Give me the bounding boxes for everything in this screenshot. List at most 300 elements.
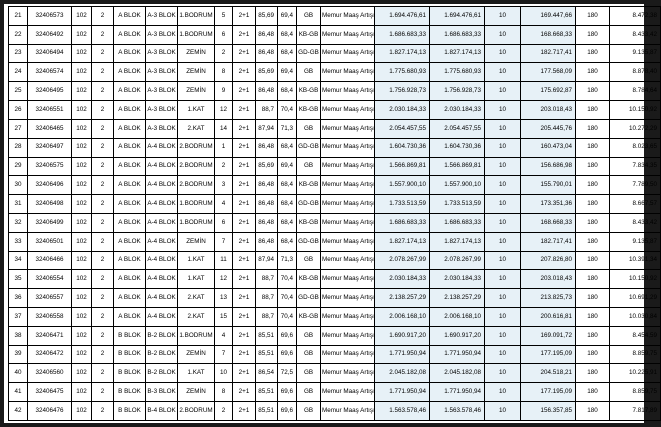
cell-down-payment-rate: 10	[485, 289, 521, 308]
cell-type-code: 2	[92, 176, 114, 195]
cell-price-type: Memur Maaş Artışı	[321, 119, 375, 138]
cell-ada-parsel: 32406573	[28, 7, 72, 26]
cell-floor: ZEMİN	[178, 345, 215, 364]
cell-installment-count: 180	[576, 213, 610, 232]
cell-main-block: A BLOK	[114, 44, 146, 63]
cell-type-code: 2	[92, 25, 114, 44]
cell-sale-price: 1.733.513,59	[430, 195, 485, 214]
cell-down-payment: 204.518,21	[521, 364, 576, 383]
cell-installment-count: 180	[576, 176, 610, 195]
cell-installment-amount: 8.859,75	[610, 345, 661, 364]
table-row	[9, 289, 661, 308]
cell-down-payment-rate: 10	[485, 82, 521, 101]
cell-down-payment: 156.357,85	[521, 402, 576, 421]
cell-room-type: 2+1	[233, 7, 256, 26]
cell-sub-block: B-2 BLOK	[146, 345, 178, 364]
cell-ada-parsel: 32406498	[28, 195, 72, 214]
cell-installment-amount: 8.667,57	[610, 195, 661, 214]
cell-installment-count: 180	[576, 402, 610, 421]
cell-total-price: 2.045.182,08	[375, 364, 430, 383]
cell-ada-parsel: 32406574	[28, 63, 72, 82]
cell-down-payment: 155.790,01	[521, 176, 576, 195]
cell-door-no: 3	[215, 176, 233, 195]
cell-type-code: 2	[92, 138, 114, 157]
cell-net-area: 68,4	[278, 138, 297, 157]
cell-sale-price: 2.030.184,33	[430, 101, 485, 120]
cell-total-price: 2.006.168,10	[375, 308, 430, 327]
cell-row-no: 33	[9, 232, 28, 251]
cell-sub-block: A-4 BLOK	[146, 213, 178, 232]
cell-ada-parsel: 32406494	[28, 44, 72, 63]
cell-down-payment: 168.668,33	[521, 213, 576, 232]
cell-price-type: Memur Maaş Artışı	[321, 326, 375, 345]
document-page	[4, 4, 657, 423]
cell-type-code: 2	[92, 7, 114, 26]
cell-type-code: 2	[92, 44, 114, 63]
cell-ada-parsel: 32406471	[28, 326, 72, 345]
cell-price-type: Memur Maaş Artışı	[321, 176, 375, 195]
cell-row-no: 42	[9, 402, 28, 421]
cell-gross-area: 86,54	[256, 364, 278, 383]
cell-sub-block: A-4 BLOK	[146, 176, 178, 195]
cell-row-no: 22	[9, 25, 28, 44]
cell-net-area: 68,4	[278, 176, 297, 195]
cell-type-code: 2	[92, 402, 114, 421]
cell-floor: 1.BODRUM	[178, 213, 215, 232]
cell-net-area: 71,3	[278, 251, 297, 270]
table-row	[9, 101, 661, 120]
cell-installment-amount: 8.454,59	[610, 326, 661, 345]
table-row	[9, 213, 661, 232]
cell-room-type: 2+1	[233, 63, 256, 82]
cell-block-code: 102	[72, 345, 92, 364]
table-row	[9, 251, 661, 270]
cell-down-payment-rate: 10	[485, 176, 521, 195]
cell-price-type: Memur Maaş Artışı	[321, 195, 375, 214]
cell-sale-price: 1.690.917,20	[430, 326, 485, 345]
cell-row-no: 41	[9, 383, 28, 402]
cell-installment-amount: 10.272,29	[610, 119, 661, 138]
cell-row-no: 24	[9, 63, 28, 82]
cell-installment-amount: 7.817,89	[610, 402, 661, 421]
cell-installment-amount: 10.691,29	[610, 289, 661, 308]
cell-down-payment-rate: 10	[485, 44, 521, 63]
cell-door-no: 8	[215, 383, 233, 402]
cell-main-block: A BLOK	[114, 63, 146, 82]
cell-price-type: Memur Maaş Artışı	[321, 7, 375, 26]
cell-facade: GD-GB	[297, 44, 321, 63]
cell-installment-amount: 8.472,38	[610, 7, 661, 26]
cell-total-price: 1.690.917,20	[375, 326, 430, 345]
cell-total-price: 2.078.267,99	[375, 251, 430, 270]
cell-facade: KB-GB	[297, 82, 321, 101]
cell-facade: GB	[297, 383, 321, 402]
cell-facade: KB-GB	[297, 176, 321, 195]
cell-sub-block: A-3 BLOK	[146, 82, 178, 101]
cell-sale-price: 1.557.900,10	[430, 176, 485, 195]
cell-main-block: A BLOK	[114, 138, 146, 157]
cell-net-area: 69,6	[278, 345, 297, 364]
cell-room-type: 2+1	[233, 308, 256, 327]
cell-floor: 2.BODRUM	[178, 176, 215, 195]
cell-room-type: 2+1	[233, 326, 256, 345]
cell-room-type: 2+1	[233, 289, 256, 308]
cell-sale-price: 2.138.257,29	[430, 289, 485, 308]
cell-price-type: Memur Maaş Artışı	[321, 251, 375, 270]
cell-installment-count: 180	[576, 25, 610, 44]
cell-door-no: 6	[215, 25, 233, 44]
cell-floor: 1.KAT	[178, 364, 215, 383]
cell-net-area: 69,6	[278, 402, 297, 421]
cell-main-block: B BLOK	[114, 326, 146, 345]
cell-door-no: 11	[215, 251, 233, 270]
cell-installment-count: 180	[576, 326, 610, 345]
cell-total-price: 1.827.174,13	[375, 232, 430, 251]
cell-ada-parsel: 32406560	[28, 364, 72, 383]
cell-type-code: 2	[92, 270, 114, 289]
cell-net-area: 70,4	[278, 289, 297, 308]
cell-installment-count: 180	[576, 138, 610, 157]
cell-sub-block: A-4 BLOK	[146, 289, 178, 308]
cell-down-payment: 203.018,43	[521, 270, 576, 289]
cell-floor: ZEMİN	[178, 232, 215, 251]
cell-gross-area: 87,94	[256, 251, 278, 270]
cell-row-no: 25	[9, 82, 28, 101]
cell-gross-area: 85,51	[256, 326, 278, 345]
cell-row-no: 29	[9, 157, 28, 176]
cell-down-payment-rate: 10	[485, 25, 521, 44]
cell-ada-parsel: 32406475	[28, 383, 72, 402]
cell-net-area: 70,4	[278, 308, 297, 327]
cell-type-code: 2	[92, 119, 114, 138]
cell-price-type: Memur Maaş Artışı	[321, 25, 375, 44]
cell-room-type: 2+1	[233, 138, 256, 157]
cell-down-payment: 177.195,09	[521, 383, 576, 402]
cell-price-type: Memur Maaş Artışı	[321, 270, 375, 289]
cell-total-price: 2.030.184,33	[375, 270, 430, 289]
cell-down-payment: 182.717,41	[521, 44, 576, 63]
cell-row-no: 32	[9, 213, 28, 232]
cell-room-type: 2+1	[233, 82, 256, 101]
cell-main-block: A BLOK	[114, 119, 146, 138]
cell-installment-amount: 10.150,92	[610, 270, 661, 289]
cell-ada-parsel: 32406551	[28, 101, 72, 120]
cell-row-no: 23	[9, 44, 28, 63]
table-row	[9, 383, 661, 402]
cell-down-payment: 205.445,76	[521, 119, 576, 138]
cell-down-payment: 175.692,87	[521, 82, 576, 101]
cell-main-block: A BLOK	[114, 232, 146, 251]
cell-sub-block: A-4 BLOK	[146, 251, 178, 270]
cell-price-type: Memur Maaş Artışı	[321, 364, 375, 383]
cell-type-code: 2	[92, 345, 114, 364]
cell-sale-price: 1.771.950,94	[430, 345, 485, 364]
cell-net-area: 69,4	[278, 63, 297, 82]
cell-facade: GD-GB	[297, 232, 321, 251]
cell-room-type: 2+1	[233, 25, 256, 44]
cell-room-type: 2+1	[233, 119, 256, 138]
cell-block-code: 102	[72, 138, 92, 157]
cell-ada-parsel: 32406501	[28, 232, 72, 251]
cell-facade: KB-GB	[297, 270, 321, 289]
cell-block-code: 102	[72, 63, 92, 82]
cell-down-payment: 200.616,81	[521, 308, 576, 327]
cell-net-area: 68,4	[278, 82, 297, 101]
cell-sale-price: 1.566.869,81	[430, 157, 485, 176]
cell-installment-count: 180	[576, 308, 610, 327]
cell-sale-price: 2.030.184,33	[430, 270, 485, 289]
cell-net-area: 70,4	[278, 101, 297, 120]
cell-price-type: Memur Maaş Artışı	[321, 63, 375, 82]
cell-gross-area: 85,69	[256, 157, 278, 176]
cell-gross-area: 85,69	[256, 63, 278, 82]
cell-total-price: 1.694.476,61	[375, 7, 430, 26]
cell-installment-count: 180	[576, 63, 610, 82]
cell-door-no: 15	[215, 308, 233, 327]
cell-installment-amount: 8.023,65	[610, 138, 661, 157]
cell-total-price: 2.030.184,33	[375, 101, 430, 120]
cell-main-block: A BLOK	[114, 157, 146, 176]
cell-net-area: 70,4	[278, 270, 297, 289]
cell-down-payment-rate: 10	[485, 270, 521, 289]
cell-installment-count: 180	[576, 383, 610, 402]
cell-door-no: 13	[215, 289, 233, 308]
cell-sub-block: A-3 BLOK	[146, 7, 178, 26]
cell-sub-block: B-2 BLOK	[146, 326, 178, 345]
table-row	[9, 195, 661, 214]
cell-facade: GB	[297, 364, 321, 383]
cell-row-no: 38	[9, 326, 28, 345]
cell-total-price: 2.054.457,55	[375, 119, 430, 138]
cell-floor: 1.BODRUM	[178, 326, 215, 345]
cell-floor: 1.BODRUM	[178, 195, 215, 214]
cell-total-price: 1.756.928,73	[375, 82, 430, 101]
cell-block-code: 102	[72, 157, 92, 176]
cell-installment-count: 180	[576, 195, 610, 214]
cell-sale-price: 1.827.174,13	[430, 232, 485, 251]
cell-sub-block: A-4 BLOK	[146, 232, 178, 251]
cell-price-type: Memur Maaş Artışı	[321, 308, 375, 327]
cell-ada-parsel: 32406499	[28, 213, 72, 232]
cell-main-block: B BLOK	[114, 402, 146, 421]
cell-room-type: 2+1	[233, 383, 256, 402]
cell-facade: GB	[297, 7, 321, 26]
cell-floor: 2.KAT	[178, 308, 215, 327]
cell-sale-price: 1.827.174,13	[430, 44, 485, 63]
cell-row-no: 21	[9, 7, 28, 26]
cell-main-block: A BLOK	[114, 251, 146, 270]
cell-price-type: Memur Maaş Artışı	[321, 213, 375, 232]
cell-ada-parsel: 32406496	[28, 176, 72, 195]
cell-installment-amount: 8.433,42	[610, 25, 661, 44]
cell-block-code: 102	[72, 44, 92, 63]
cell-ada-parsel: 32406497	[28, 138, 72, 157]
cell-type-code: 2	[92, 101, 114, 120]
cell-down-payment-rate: 10	[485, 232, 521, 251]
table-row	[9, 270, 661, 289]
table-row	[9, 82, 661, 101]
cell-down-payment: 177.195,09	[521, 345, 576, 364]
cell-type-code: 2	[92, 289, 114, 308]
cell-down-payment-rate: 10	[485, 63, 521, 82]
cell-sub-block: A-3 BLOK	[146, 63, 178, 82]
cell-type-code: 2	[92, 82, 114, 101]
cell-type-code: 2	[92, 213, 114, 232]
cell-installment-amount: 9.135,87	[610, 44, 661, 63]
cell-sub-block: A-4 BLOK	[146, 270, 178, 289]
cell-sale-price: 1.694.476,61	[430, 7, 485, 26]
cell-room-type: 2+1	[233, 251, 256, 270]
cell-installment-amount: 8.859,75	[610, 383, 661, 402]
cell-price-type: Memur Maaş Artışı	[321, 345, 375, 364]
cell-gross-area: 86,48	[256, 213, 278, 232]
cell-installment-count: 180	[576, 270, 610, 289]
cell-total-price: 2.138.257,29	[375, 289, 430, 308]
cell-floor: 2.KAT	[178, 289, 215, 308]
cell-facade: GB	[297, 402, 321, 421]
cell-price-type: Memur Maaş Artışı	[321, 82, 375, 101]
table-row	[9, 176, 661, 195]
table-row	[9, 308, 661, 327]
cell-main-block: A BLOK	[114, 176, 146, 195]
cell-type-code: 2	[92, 326, 114, 345]
cell-down-payment: 169.091,72	[521, 326, 576, 345]
cell-price-type: Memur Maaş Artışı	[321, 232, 375, 251]
cell-main-block: B BLOK	[114, 364, 146, 383]
cell-main-block: A BLOK	[114, 25, 146, 44]
cell-price-type: Memur Maaş Artışı	[321, 138, 375, 157]
cell-sale-price: 1.686.683,33	[430, 25, 485, 44]
table-row	[9, 232, 661, 251]
cell-main-block: A BLOK	[114, 213, 146, 232]
cell-row-no: 36	[9, 289, 28, 308]
cell-row-no: 40	[9, 364, 28, 383]
cell-installment-amount: 7.834,35	[610, 157, 661, 176]
cell-ada-parsel: 32406476	[28, 402, 72, 421]
cell-ada-parsel: 32406495	[28, 82, 72, 101]
cell-facade: GB	[297, 326, 321, 345]
cell-floor: 1.KAT	[178, 101, 215, 120]
table-row	[9, 402, 661, 421]
cell-room-type: 2+1	[233, 157, 256, 176]
cell-installment-count: 180	[576, 364, 610, 383]
cell-room-type: 2+1	[233, 364, 256, 383]
cell-down-payment: 173.351,36	[521, 195, 576, 214]
cell-row-no: 37	[9, 308, 28, 327]
cell-net-area: 71,3	[278, 119, 297, 138]
cell-gross-area: 85,51	[256, 402, 278, 421]
cell-block-code: 102	[72, 119, 92, 138]
table-row	[9, 364, 661, 383]
cell-block-code: 102	[72, 7, 92, 26]
cell-main-block: A BLOK	[114, 101, 146, 120]
cell-block-code: 102	[72, 195, 92, 214]
cell-room-type: 2+1	[233, 101, 256, 120]
cell-installment-count: 180	[576, 119, 610, 138]
cell-net-area: 68,4	[278, 232, 297, 251]
cell-down-payment-rate: 10	[485, 308, 521, 327]
cell-facade: KB-GB	[297, 308, 321, 327]
cell-total-price: 1.604.730,36	[375, 138, 430, 157]
cell-total-price: 1.566.869,81	[375, 157, 430, 176]
cell-block-code: 102	[72, 289, 92, 308]
cell-down-payment-rate: 10	[485, 345, 521, 364]
cell-net-area: 69,4	[278, 7, 297, 26]
cell-down-payment-rate: 10	[485, 364, 521, 383]
cell-net-area: 68,4	[278, 25, 297, 44]
cell-row-no: 31	[9, 195, 28, 214]
cell-net-area: 69,4	[278, 157, 297, 176]
cell-gross-area: 88,7	[256, 308, 278, 327]
cell-total-price: 1.563.578,46	[375, 402, 430, 421]
cell-facade: GB	[297, 251, 321, 270]
cell-total-price: 1.775.680,93	[375, 63, 430, 82]
cell-gross-area: 88,7	[256, 101, 278, 120]
cell-row-no: 30	[9, 176, 28, 195]
cell-gross-area: 85,51	[256, 345, 278, 364]
cell-sub-block: A-3 BLOK	[146, 25, 178, 44]
cell-floor: 1.BODRUM	[178, 25, 215, 44]
table-row	[9, 44, 661, 63]
cell-sale-price: 1.686.683,33	[430, 213, 485, 232]
cell-total-price: 1.733.513,59	[375, 195, 430, 214]
cell-installment-amount: 8.433,42	[610, 213, 661, 232]
cell-down-payment: 160.473,04	[521, 138, 576, 157]
cell-installment-amount: 10.225,91	[610, 364, 661, 383]
cell-ada-parsel: 32406558	[28, 308, 72, 327]
cell-block-code: 102	[72, 213, 92, 232]
cell-gross-area: 86,48	[256, 138, 278, 157]
cell-installment-count: 180	[576, 251, 610, 270]
cell-installment-amount: 7.789,50	[610, 176, 661, 195]
cell-sub-block: A-3 BLOK	[146, 44, 178, 63]
cell-facade: GB	[297, 157, 321, 176]
cell-down-payment: 156.686,98	[521, 157, 576, 176]
cell-installment-count: 180	[576, 289, 610, 308]
cell-gross-area: 88,7	[256, 270, 278, 289]
cell-down-payment-rate: 10	[485, 326, 521, 345]
cell-installment-amount: 8.784,64	[610, 82, 661, 101]
cell-main-block: B BLOK	[114, 383, 146, 402]
cell-main-block: A BLOK	[114, 82, 146, 101]
cell-door-no: 7	[215, 232, 233, 251]
cell-total-price: 1.827.174,13	[375, 44, 430, 63]
cell-down-payment-rate: 10	[485, 402, 521, 421]
cell-gross-area: 86,48	[256, 232, 278, 251]
cell-row-no: 35	[9, 270, 28, 289]
cell-installment-count: 180	[576, 345, 610, 364]
cell-block-code: 102	[72, 82, 92, 101]
cell-net-area: 68,4	[278, 44, 297, 63]
cell-gross-area: 86,48	[256, 195, 278, 214]
cell-door-no: 12	[215, 101, 233, 120]
cell-type-code: 2	[92, 308, 114, 327]
cell-block-code: 102	[72, 232, 92, 251]
cell-block-code: 102	[72, 101, 92, 120]
cell-total-price: 1.557.900,10	[375, 176, 430, 195]
cell-room-type: 2+1	[233, 44, 256, 63]
cell-total-price: 1.686.683,33	[375, 213, 430, 232]
cell-ada-parsel: 32406472	[28, 345, 72, 364]
cell-net-area: 69,6	[278, 326, 297, 345]
cell-total-price: 1.771.950,94	[375, 383, 430, 402]
cell-door-no: 6	[215, 213, 233, 232]
cell-floor: 2.BODRUM	[178, 157, 215, 176]
cell-installment-count: 180	[576, 101, 610, 120]
cell-floor: ZEMİN	[178, 82, 215, 101]
cell-down-payment: 168.668,33	[521, 25, 576, 44]
cell-door-no: 2	[215, 402, 233, 421]
